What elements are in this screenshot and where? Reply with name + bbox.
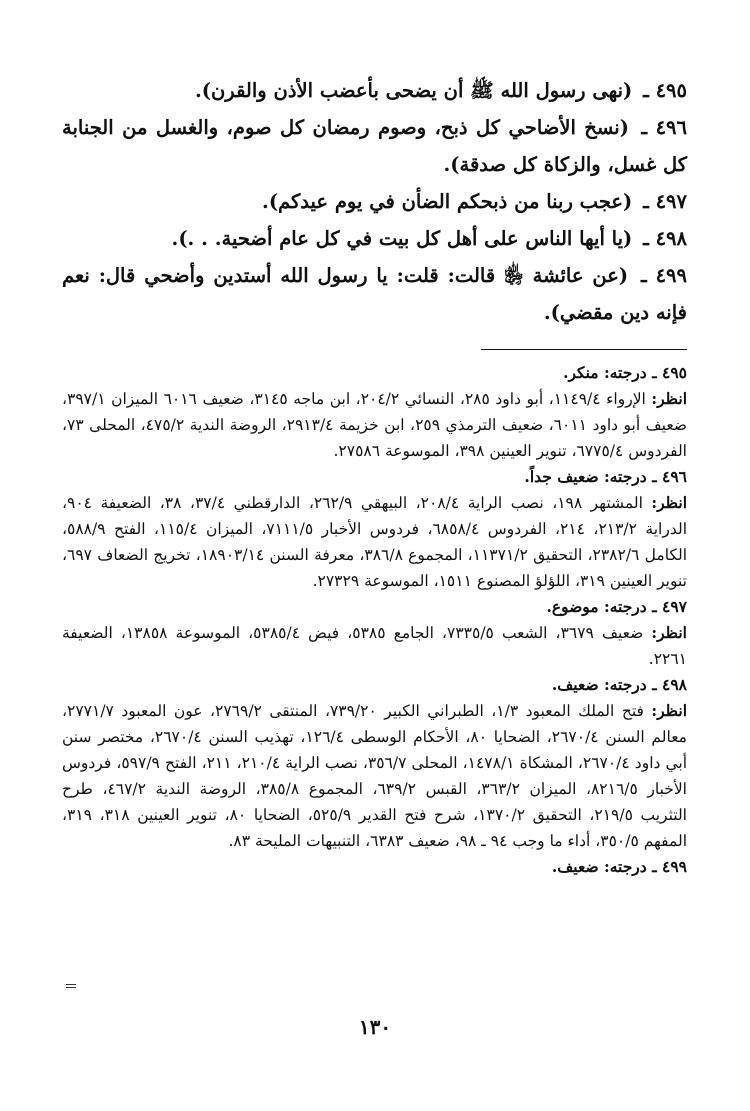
footnote-label: انظر: [651, 701, 687, 720]
footnote-grade: ٤٩٧ ـ درجته: موضوع. [546, 597, 687, 616]
entry-number: ٤٩٨ ـ [643, 227, 687, 250]
footnote-label: انظر: [651, 389, 688, 408]
footnote-grade: ٤٩٨ ـ درجته: ضعيف. [551, 675, 687, 694]
footnote-499 [62, 854, 687, 880]
entry-number: ٤٩٦ ـ [641, 116, 687, 139]
footnote-references [62, 698, 687, 854]
margin-mark [66, 984, 76, 988]
hadith-entry-496 [62, 109, 687, 183]
footnote-label: انظر: [651, 623, 687, 642]
footnote-grade: ٤٩٦ ـ درجته: ضعيف جداً. [524, 467, 687, 486]
footnote-text: الإرواء ١١٤٩/٤، أبو داود ٢٨٥، النسائي ٢٠٤/٢، ابن ماجه ٣١٤٥، ضعيف ٦٠١٦ الميزان ٣٩٧/١، ضعيف أبو داود ٦٠١١، ضعيف الترمذي ٢٥٩، ابن خزيمة ٢٩١٣/٤، الروضة الندية ٤٧٥/٢، المحلى ٧٣، الفردوس ٦٧٧٥/٤، تنوير العينين ٣٩٨، الموسوعة ٢٧٥٨٦. [62, 390, 687, 460]
hadith-entry-495 [62, 72, 687, 109]
page-number: ١٣٠ [358, 1015, 392, 1039]
footnote-495 [62, 360, 687, 464]
footnote-497 [62, 594, 687, 672]
footnote-text: المشتهر ١٩٨، نصب الراية ٢٠٨/٤، البيهقي ٢٦٢/٩، الدارقطني ٣٧/٤، ٣٨، الضعيفة ٩٠٤، الدراية ٢١٣/٢، ٢١٤، الفردوس ٦٨٥٨/٤، فردوس الأخبار ٧١١١/٥، الميزان ١١٥/٤، الفتح ٥٨٨/٩، الكامل ٢٣٨٢/٦، التحقيق ١١٣٧١/٢، المجموع ٣٨٦/٨، معرفة السنن ١٨٩٠٣/١٤، تخريج الضعاف ٦٩٧، تنوير العينين ٣١٩، اللؤلؤ المصنوع ١٥١١، الموسوعة ٢٧٣٢٩. [62, 494, 688, 590]
footnote-grade: ٤٩٩ ـ درجته: ضعيف. [551, 857, 687, 876]
footnote-498 [62, 672, 687, 854]
entry-text: (نسخ الأضاحي كل ذبح، وصوم رمضان كل صوم، والغسل من الجنابة كل غسل، والزكاة كل صدقة). [62, 116, 687, 176]
footnote-references [62, 620, 687, 672]
entry-number: ٤٩٥ ـ [643, 79, 687, 102]
entry-text: (نهى رسول الله ﷺ أن يضحى بأعضب الأذن والقرن). [194, 79, 633, 102]
footnote-grade: ٤٩٥ ـ درجته: منكر. [563, 363, 687, 382]
entry-text: (عجب ربنا من ذبحكم الضأن في يوم عيدكم). [262, 190, 633, 213]
footnote-label: انظر: [651, 493, 687, 512]
entry-text: (يا أيها الناس على أهل كل بيت في كل عام أضحية. . .). [171, 227, 633, 250]
entry-number: ٤٩٩ ـ [640, 264, 687, 287]
hadith-entry-499 [62, 257, 687, 331]
footnote-references [62, 386, 687, 464]
entry-number: ٤٩٧ ـ [643, 190, 687, 213]
footnote-496 [62, 464, 687, 594]
footnote-references [62, 490, 687, 594]
hadith-entry-497 [62, 183, 687, 220]
footnote-separator [481, 349, 687, 350]
footnote-text: فتح الملك المعبود ١/٣، الطبراني الكبير ٧٣٩/٢٠، المنتقى ٢٧٦٩/٢، عون المعبود ٢٧٧١/٧، معالم السنن ٢٦٧٠/٤، الضحايا ٨٠، الأحكام الوسطى ١٢٦/٤، تهذيب السنن ٢٦٧٠/٤، مختصر سنن أبي داود ٢٦٧٠/٤، المشكاة ١٤٧٨/١، المحلى ٣٥٦/٧، نصب الراية ٢١٠/٤، ٢١١، الفتح ٥٩٧/٩، فردوس الأخبار ٨٢١٦/٥، الميزان ٣٦٣/٢، القبس ٦٣٩/٢، المجموع ٣٨٥/٨، الروضة الندية ٤٦٧/٢، طرح التثريب ٢١٩/٥، التحقيق ١٣٧٠/٢، شرح فتح القدير ٥٢٥/٩، الضحايا ٨٠، تنوير العينين ٣١٨، ٣١٩، المفهم ٣٥٠/٥، أداء ما وجب ٩٤ ـ ٩٨، ضعيف ٦٣٨٣، التنبيهات المليحة ٨٣. [62, 702, 688, 850]
page-content [62, 72, 687, 880]
entry-text: (عن عائشة ﵂ قالت: قلت: يا رسول الله أستدين وأضحي قال: نعم فإنه دين مقضي). [62, 264, 687, 324]
hadith-entry-498 [62, 220, 687, 257]
footnote-text: ضعيف ٣٦٧٩، الشعب ٧٣٣٥/٥، الجامع ٥٣٨٥، فيض ٥٣٨٥/٤، الموسوعة ١٣٨٥٨، الضعيفة ٢٢٦١. [62, 624, 687, 668]
